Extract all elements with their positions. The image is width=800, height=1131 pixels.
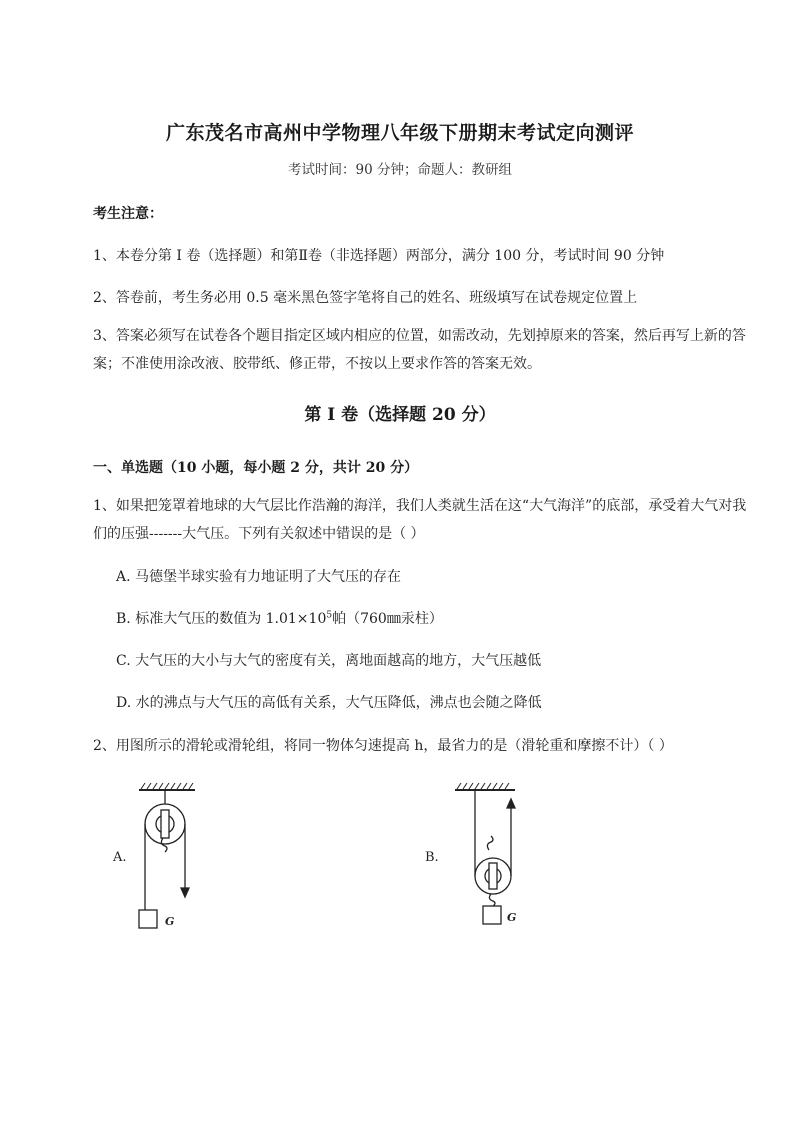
weight-box-a — [139, 910, 157, 928]
option-b-tail: 帕（760㎜汞柱） — [332, 611, 443, 627]
notice-heading: 考生注意： — [93, 206, 163, 222]
part-heading: 一、单选题（10 小题，每小题 2 分，共计 20 分） — [93, 460, 419, 476]
option-b-text: B. 标准大气压的数值为 1.01×10 — [116, 611, 327, 627]
question-1-stem: 1、如果把笼罩着地球的大气层比作浩瀚的海洋，我们人类就生活在这“大气海洋”的底部，承受着大气对我们的压强-------大气压。下列有关叙述中错误的是（ ） — [93, 498, 747, 542]
question-1-option-c: C. 大气压的大小与大气的密度有关，离地面越高的地方，大气压越低 — [116, 653, 542, 669]
ceiling-hatch-a — [141, 783, 193, 789]
notice-item-1: 1、本卷分第 I 卷（选择题）和第Ⅱ卷（非选择题）两部分，满分 100 分，考试时间 90 分钟 — [93, 248, 665, 264]
top-hook-b — [487, 836, 493, 850]
question-2-stem: 2、用图所示的滑轮或滑轮组，将同一物体匀速提高 h，最省力的是（滑轮重和摩擦不计）（ ） — [93, 738, 673, 754]
hook-b — [489, 894, 495, 906]
option-b-exponent: 5 — [326, 610, 333, 621]
hook-a — [161, 838, 167, 852]
figure-a-label: A. — [113, 850, 127, 865]
force-arrow-b — [507, 799, 515, 808]
exam-info: 考试时间：90 分钟；命题人：教研组 — [288, 162, 512, 178]
question-1-option-d: D. 水的沸点与大气压的高低有关系，大气压降低，沸点也会随之降低 — [116, 695, 542, 711]
pulley-figure-a — [125, 780, 235, 940]
question-1-option-a: A. 马德堡半球实验有力地证明了大气压的存在 — [116, 569, 402, 585]
pulley-axle-a — [161, 810, 169, 838]
question-1-option-b — [116, 608, 443, 628]
notice-item-2: 2、答卷前，考生务必用 0.5 毫米黑色签字笔将自己的姓名、班级填写在试卷规定位置上 — [93, 290, 638, 306]
figure-b-label: B. — [425, 850, 439, 865]
weight-label-a: G — [165, 915, 175, 928]
ceiling-hatch-b — [457, 783, 509, 789]
pulley-axle-b — [489, 863, 497, 889]
pulley-figure-b — [445, 780, 555, 940]
section-title: 第 I 卷（选择题 20 分） — [304, 405, 496, 425]
page-title: 广东茂名市高州中学物理八年级下册期末考试定向测评 — [165, 122, 634, 144]
notice-item-3: 3、答案必须写在试卷各个题目指定区域内相应的位置，如需改动，先划掉原来的答案，然后再写上新的答案；不准使用涂改液、胶带纸、修正带，不按以上要求作答的答案无效。 — [93, 328, 746, 372]
weight-label-b: G — [507, 911, 517, 924]
weight-box-b — [483, 906, 501, 924]
force-arrow-a — [181, 888, 189, 897]
